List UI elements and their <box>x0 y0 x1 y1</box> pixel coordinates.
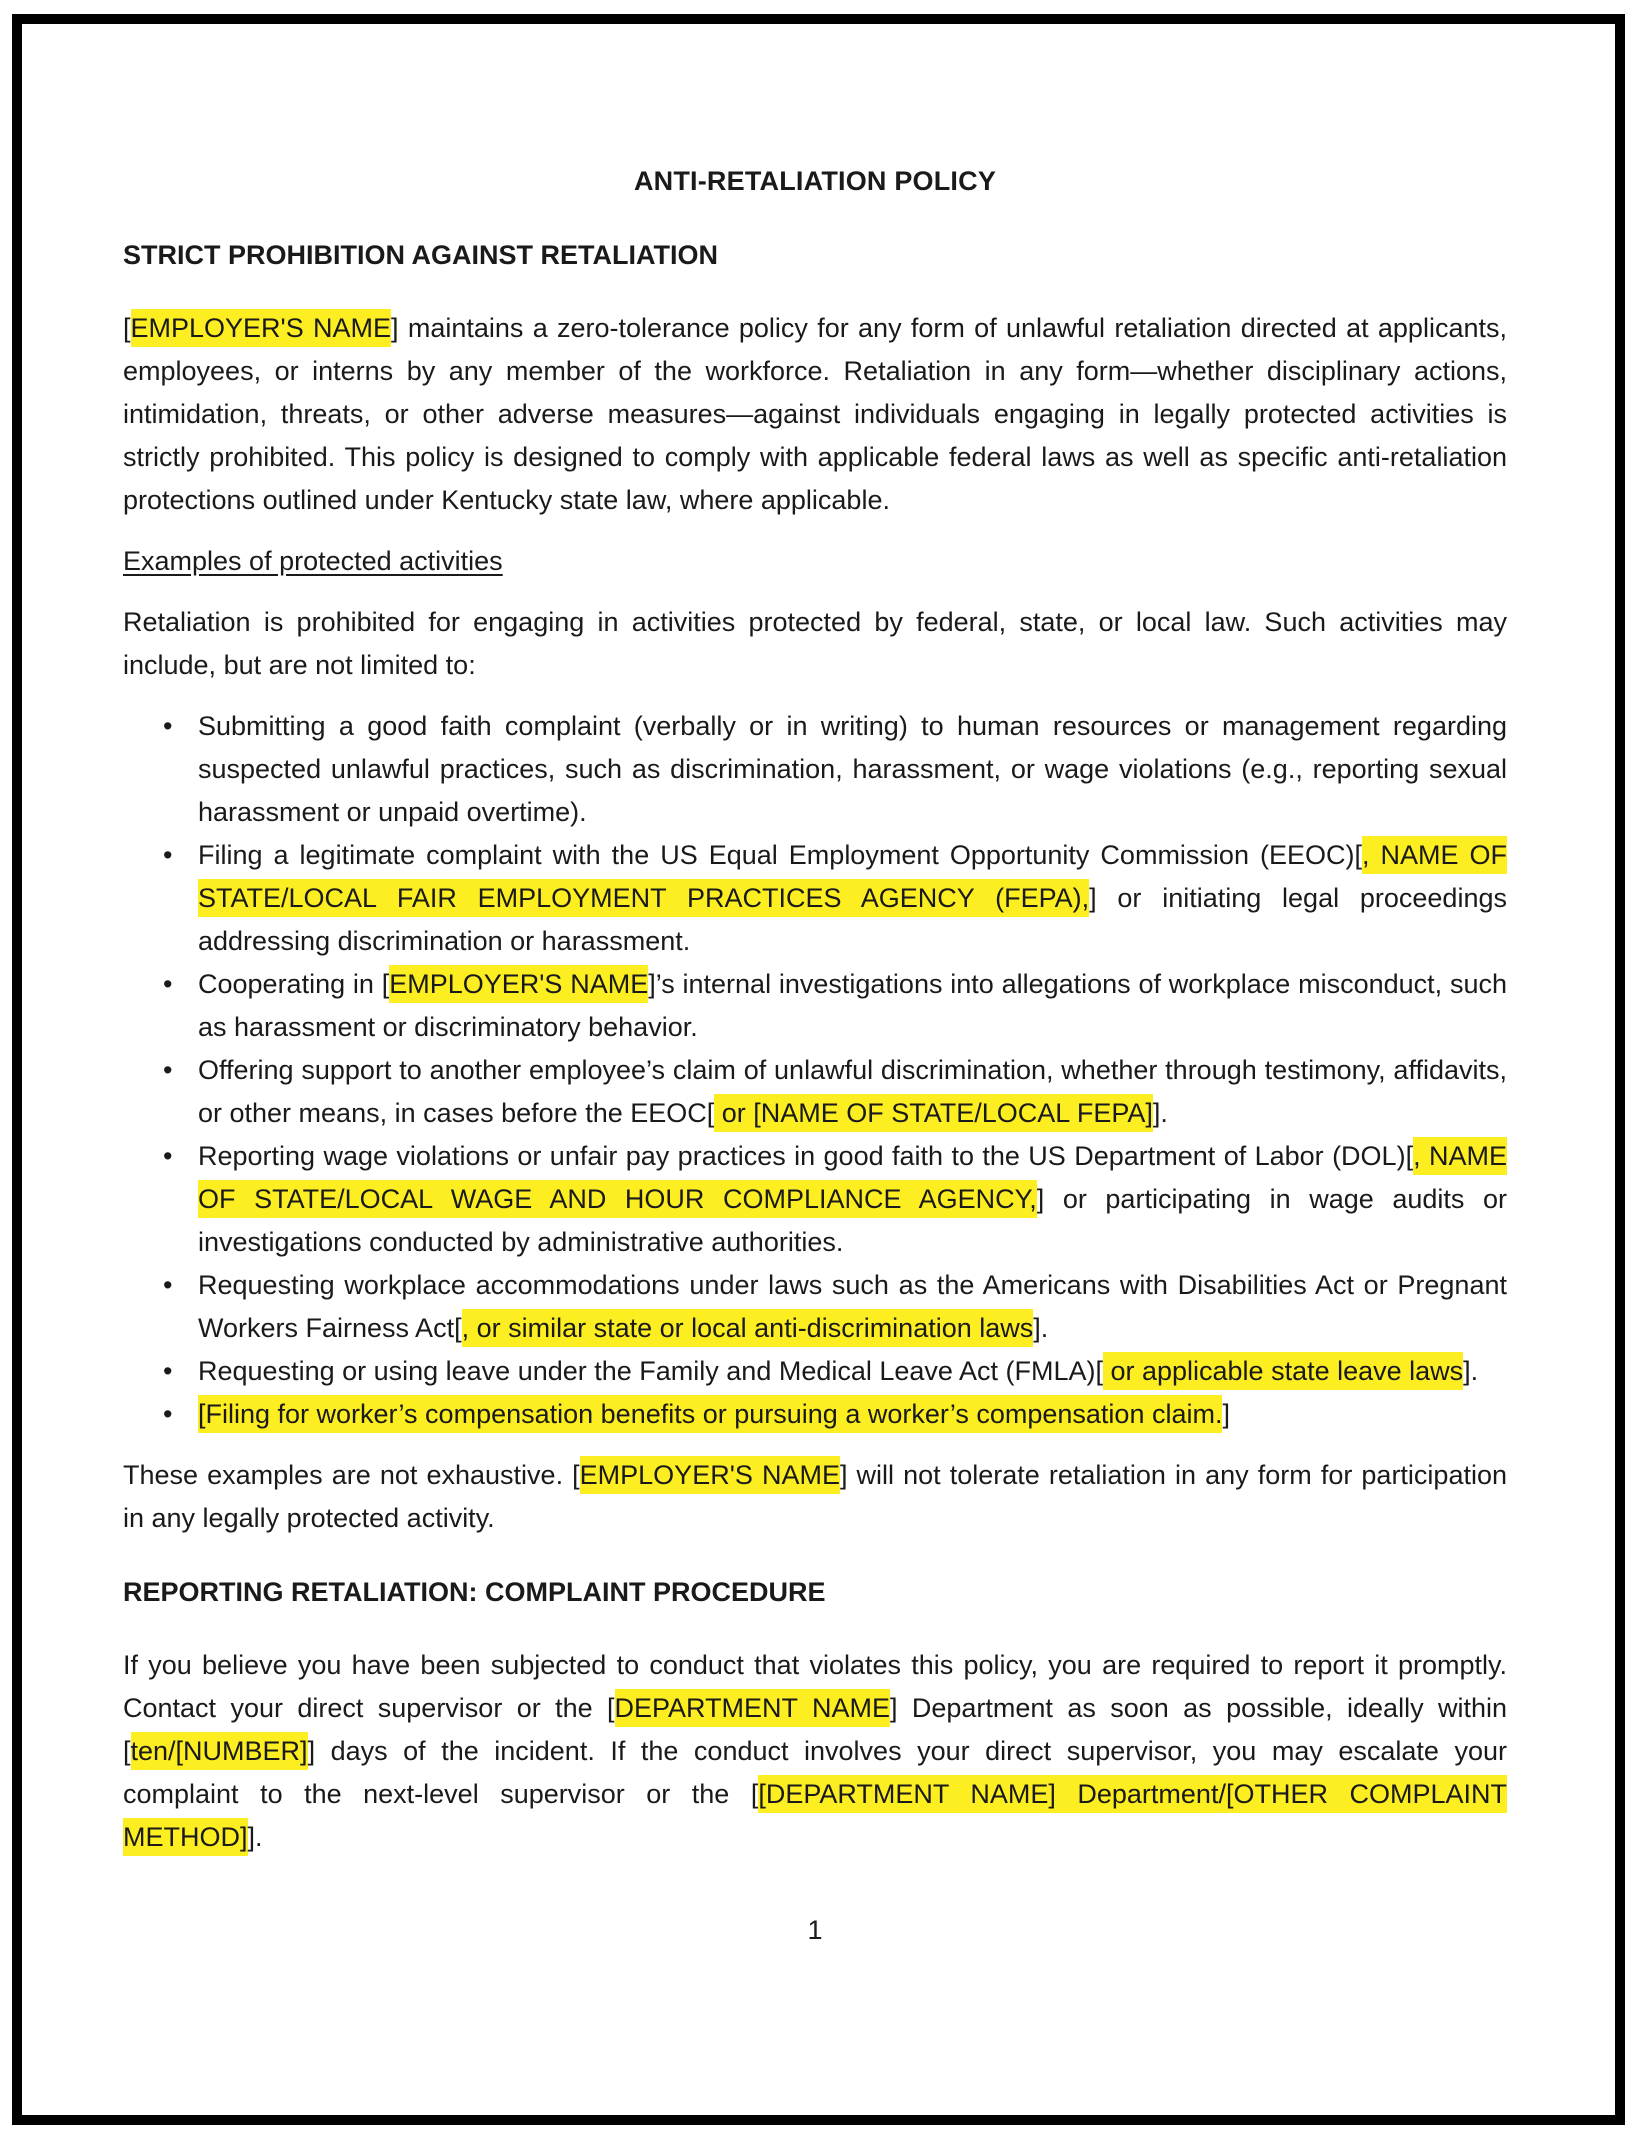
list-item <box>123 1350 1507 1393</box>
highlighted-placeholder: or applicable state leave laws <box>1103 1352 1463 1390</box>
highlighted-placeholder: , or similar state or local anti-discrimination laws <box>462 1309 1034 1347</box>
text-run: ]. <box>247 1822 263 1852</box>
text-run: Submitting a good faith complaint (verbally or in writing) to human resources or management regarding suspected unlawful practices, such as discrimination, harassment, or wage violations (e.g., reporting sexual harassment or unpaid overtime). <box>198 711 1507 827</box>
text-run: ]’s internal investigations into allegations of workplace misconduct, such as harassment or discriminatory behavior. <box>198 969 1507 1042</box>
text-run: ] days of the incident. If the conduct involves your direct supervisor, you may escalate your complaint to the next-level supervisor or the [ <box>123 1736 1507 1809</box>
text-run: ] or participating in wage audits or investigations conducted by administrative authorities. <box>198 1184 1507 1257</box>
highlighted-placeholder: [Filing for worker’s compensation benefits or pursuing a worker’s compensation claim. <box>198 1395 1222 1433</box>
text-run: Retaliation is prohibited for engaging in activities protected by federal, state, or local law. Such activities may include, but are not limited to: <box>123 607 1507 680</box>
text-run: Offering support to another employee’s claim of unlawful discrimination, whether through testimony, affidavits, or other means, in cases before the EEOC[ <box>198 1055 1507 1128</box>
list-item <box>123 1264 1507 1350</box>
page-number: 1 <box>807 1915 823 1945</box>
highlighted-placeholder: , NAME OF STATE/LOCAL FAIR EMPLOYMENT PRACTICES AGENCY (FEPA), <box>198 836 1507 917</box>
text-run: ] Department as soon as possible, ideally within [ <box>123 1693 1507 1766</box>
list-item <box>123 963 1507 1049</box>
highlighted-placeholder: EMPLOYER'S NAME <box>131 309 392 347</box>
text-run: Requesting workplace accommodations under laws such as the Americans with Disabilities Act or Pregnant Workers Fairness Act[ <box>198 1270 1507 1343</box>
text-run: ]. <box>1463 1356 1479 1386</box>
list-item <box>123 834 1507 963</box>
section-heading-reporting-retaliation: REPORTING RETALIATION: COMPLAINT PROCEDURE <box>123 1577 826 1607</box>
document-page <box>0 24 1630 2133</box>
text-run: Filing a legitimate complaint with the US Equal Employment Opportunity Commission (EEOC)[ <box>198 840 1362 870</box>
highlighted-placeholder: DEPARTMENT NAME <box>615 1689 890 1727</box>
paragraph-policy-statement <box>123 307 1507 522</box>
highlighted-placeholder: EMPLOYER'S NAME <box>580 1456 840 1494</box>
text-run: ] or initiating legal proceedings addressing discrimination or harassment. <box>198 883 1507 956</box>
paragraph-complaint-procedure <box>123 1644 1507 1859</box>
text-run: ] maintains a zero-tolerance policy for any form of unlawful retaliation directed at applicants, employees, or interns by any member of the workforce. Retaliation in any form—whether disciplinary actions, intimidation, threats, or other adverse measures—against individuals engaging in legally protected activities is strictly prohibited. This policy is designed to comply with applicable federal laws as well as specific anti-retaliation protections outlined under Kentucky state law, where applicable. <box>123 313 1507 515</box>
text-run: Reporting wage violations or unfair pay practices in good faith to the US Department of Labor (DOL)[ <box>198 1141 1414 1171</box>
subheading-protected-activities: Examples of protected activities <box>123 546 503 576</box>
text-run: [ <box>123 313 131 343</box>
text-run: ]. <box>1152 1098 1168 1128</box>
highlighted-placeholder: , NAME OF STATE/LOCAL WAGE AND HOUR COMPLIANCE AGENCY, <box>198 1137 1507 1218</box>
highlighted-placeholder: ten/[NUMBER] <box>131 1732 308 1770</box>
paragraph-examples-not-exhaustive <box>123 1454 1507 1540</box>
list-item <box>123 1049 1507 1135</box>
text-run: Requesting or using leave under the Family and Medical Leave Act (FMLA)[ <box>198 1356 1103 1386</box>
list-item <box>123 1393 1507 1436</box>
text-run: ]. <box>1033 1313 1049 1343</box>
document-title: ANTI-RETALIATION POLICY <box>633 166 997 196</box>
list-item <box>123 705 1507 834</box>
text-run: ] <box>1222 1399 1230 1429</box>
text-run: These examples are not exhaustive. [ <box>123 1460 580 1490</box>
section-heading-strict-prohibition: STRICT PROHIBITION AGAINST RETALIATION <box>123 240 718 270</box>
text-run: ] will not tolerate retaliation in any form for participation in any legally protected activity. <box>123 1460 1507 1533</box>
protected-activities-list <box>123 705 1507 1436</box>
paragraph-retaliation-prohibited <box>123 601 1507 687</box>
highlighted-placeholder: or [NAME OF STATE/LOCAL FEPA] <box>714 1094 1153 1132</box>
text-run: Cooperating in [ <box>198 969 390 999</box>
highlighted-placeholder: [DEPARTMENT NAME] Department/[OTHER COMPLAINT METHOD] <box>123 1775 1507 1856</box>
text-run: If you believe you have been subjected to conduct that violates this policy, you are required to report it promptly. Contact your direct supervisor or the [ <box>123 1650 1507 1723</box>
highlighted-placeholder: EMPLOYER'S NAME <box>389 965 648 1003</box>
list-item <box>123 1135 1507 1264</box>
